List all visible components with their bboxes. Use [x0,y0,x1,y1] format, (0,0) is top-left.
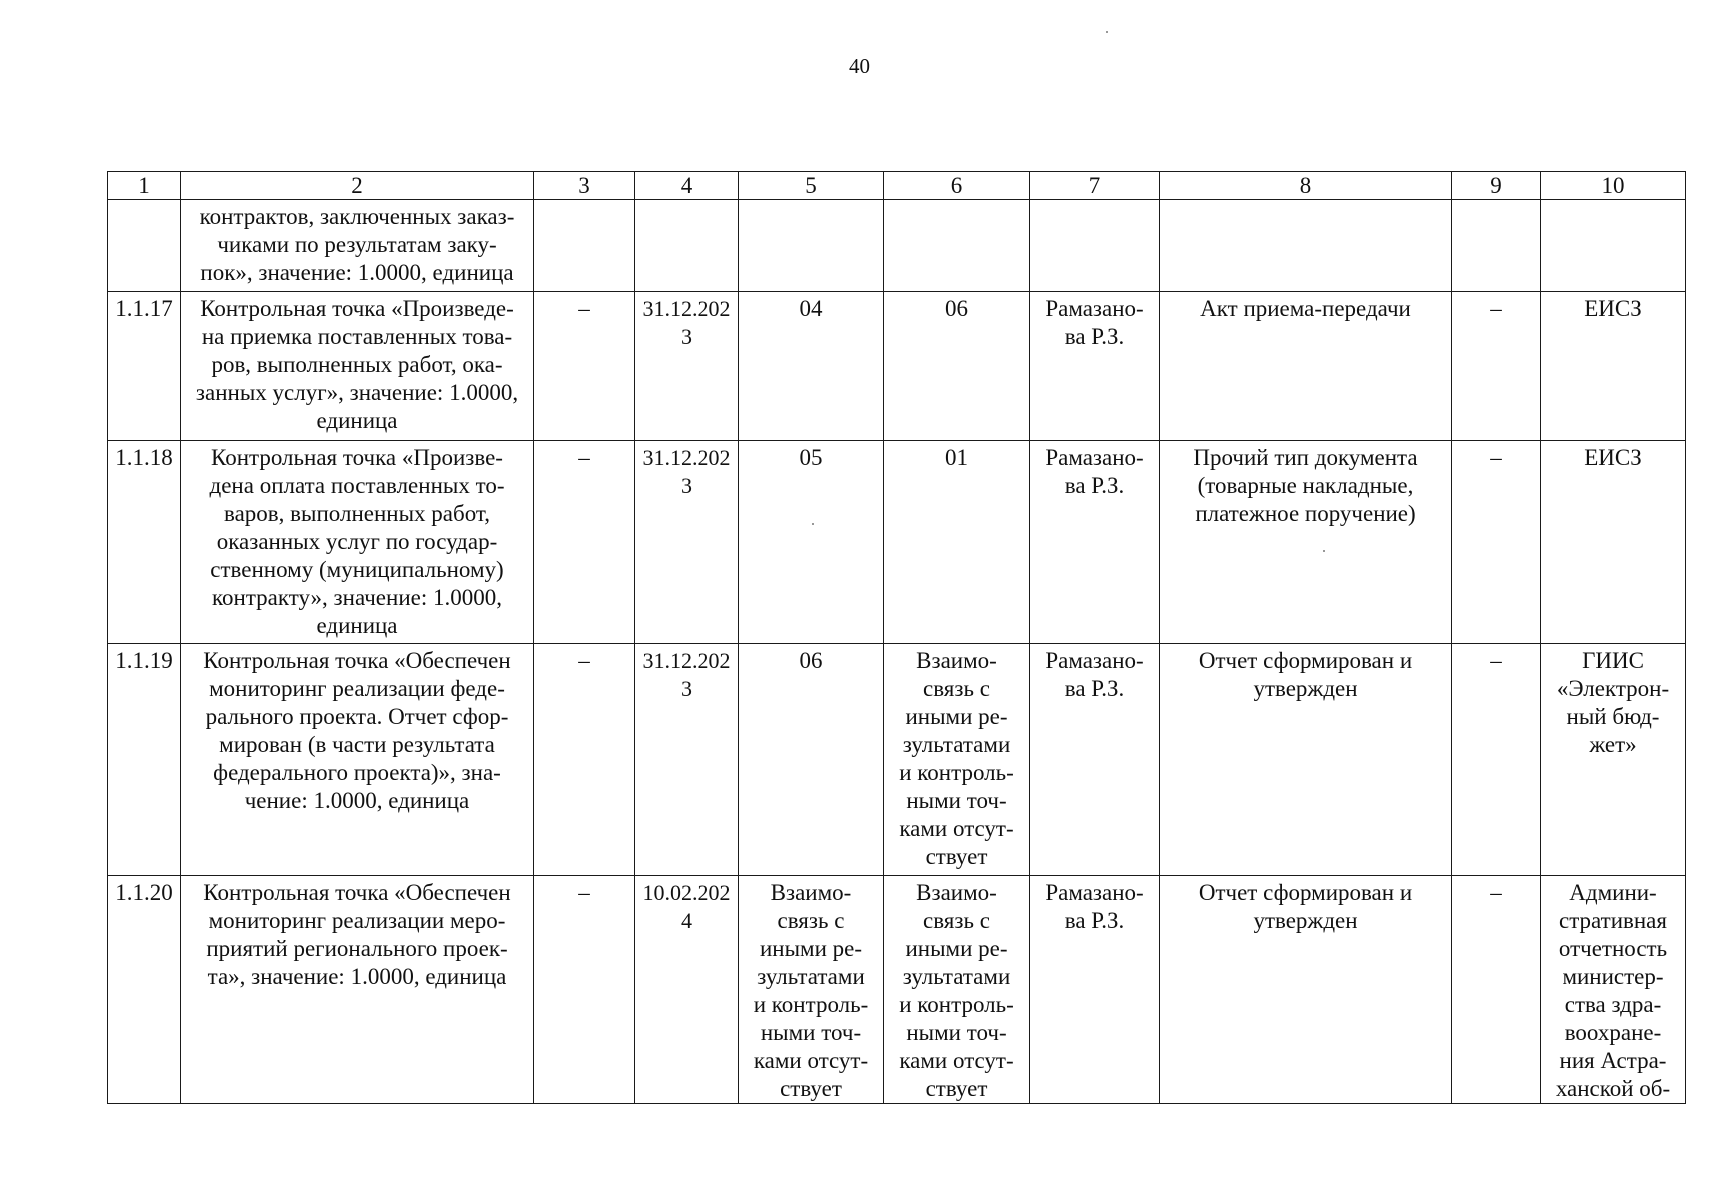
cell-responsible: Рамазано- ва Р.З. [1030,876,1160,1104]
cell-document-type [1160,200,1452,292]
cell-date: 31.12.2023 [635,441,739,644]
cell-system: ГИИС «Электрон- ный бюд- жет» [1541,644,1686,876]
cell-number: 1.1.20 [108,876,181,1104]
cell-system [1541,200,1686,292]
cell-date: 31.12.2023 [635,292,739,441]
cell-date [635,200,739,292]
column-header-4: 4 [635,172,739,200]
cell-number: 1.1.18 [108,441,181,644]
cell-col-3: – [534,441,635,644]
column-header-row [108,172,1686,200]
cell-number: 1.1.19 [108,644,181,876]
table-row [108,441,1686,644]
cell-document-type: Отчет сформирован и утвержден [1160,876,1452,1104]
cell-col-6 [884,200,1030,292]
column-header-7: 7 [1030,172,1160,200]
cell-col-6: Взаимо- связь с иными ре- зультатами и контроль- ными точ- ками отсут- ствует [884,644,1030,876]
column-header-3: 3 [534,172,635,200]
cell-date: 10.02.2024 [635,876,739,1104]
cell-system: ЕИСЗ [1541,441,1686,644]
cell-col-5: 04 [739,292,884,441]
cell-col-6: 01 [884,441,1030,644]
cell-document-type: Отчет сформирован и утвержден [1160,644,1452,876]
page-number: 40 [849,54,870,78]
plan-table [107,171,1686,1104]
cell-responsible: Рамазано- ва Р.З. [1030,441,1160,644]
cell-name: Контрольная точка «Произве- дена оплата поставленных то- варов, выполненных работ, оказанных услуг по государ- ственному (муниципальному) контракту», значение: 1.0000, единица [181,441,534,644]
scan-speck [812,523,814,525]
cell-document-type: Акт приема-передачи [1160,292,1452,441]
column-header-6: 6 [884,172,1030,200]
cell-responsible: Рамазано- ва Р.З. [1030,644,1160,876]
cell-col-5: Взаимо- связь с иными ре- зультатами и контроль- ными точ- ками отсут- ствует [739,876,884,1104]
cell-col-9 [1452,200,1541,292]
cell-col-6: 06 [884,292,1030,441]
column-header-10: 10 [1541,172,1686,200]
column-header-9: 9 [1452,172,1541,200]
scan-speck [1106,31,1108,33]
cell-col-3: – [534,292,635,441]
cell-system: ЕИСЗ [1541,292,1686,441]
table-row [108,200,1686,292]
cell-col-3: – [534,644,635,876]
cell-responsible [1030,200,1160,292]
cell-name: контрактов, заключенных заказ- чиками по результатам заку- пок», значение: 1.0000, единица [181,200,534,292]
scan-speck [1323,550,1325,552]
cell-col-9: – [1452,876,1541,1104]
cell-number [108,200,181,292]
cell-name: Контрольная точка «Обеспечен мониторинг реализации меро- приятий регионального проек- та», значение: 1.0000, единица [181,876,534,1104]
cell-col-5 [739,200,884,292]
table-row [108,644,1686,876]
cell-col-9: – [1452,644,1541,876]
cell-name: Контрольная точка «Обеспечен мониторинг реализации феде- рального проекта. Отчет сфор- мирован (в части результата федерального проекта)», зна- чение: 1.0000, единица [181,644,534,876]
cell-responsible: Рамазано- ва Р.З. [1030,292,1160,441]
column-header-1: 1 [108,172,181,200]
cell-date: 31.12.2023 [635,644,739,876]
cell-col-9: – [1452,292,1541,441]
table-row [108,876,1686,1104]
column-header-5: 5 [739,172,884,200]
cell-col-3: – [534,876,635,1104]
table-row [108,292,1686,441]
cell-col-6: Взаимо- связь с иными ре- зультатами и контроль- ными точ- ками отсут- ствует [884,876,1030,1104]
cell-col-5: 06 [739,644,884,876]
cell-col-5: 05 [739,441,884,644]
cell-name: Контрольная точка «Произведе- на приемка поставленных това- ров, выполненных работ, ока- занных услуг», значение: 1.0000, единица [181,292,534,441]
cell-document-type: Прочий тип документа (товарные накладные, платежное поручение) [1160,441,1452,644]
column-header-2: 2 [181,172,534,200]
cell-col-9: – [1452,441,1541,644]
column-header-8: 8 [1160,172,1452,200]
cell-number: 1.1.17 [108,292,181,441]
cell-col-3 [534,200,635,292]
cell-system: Админи- стративная отчетность министер- ства здра- воохране- ния Астра- ханской об- [1541,876,1686,1104]
